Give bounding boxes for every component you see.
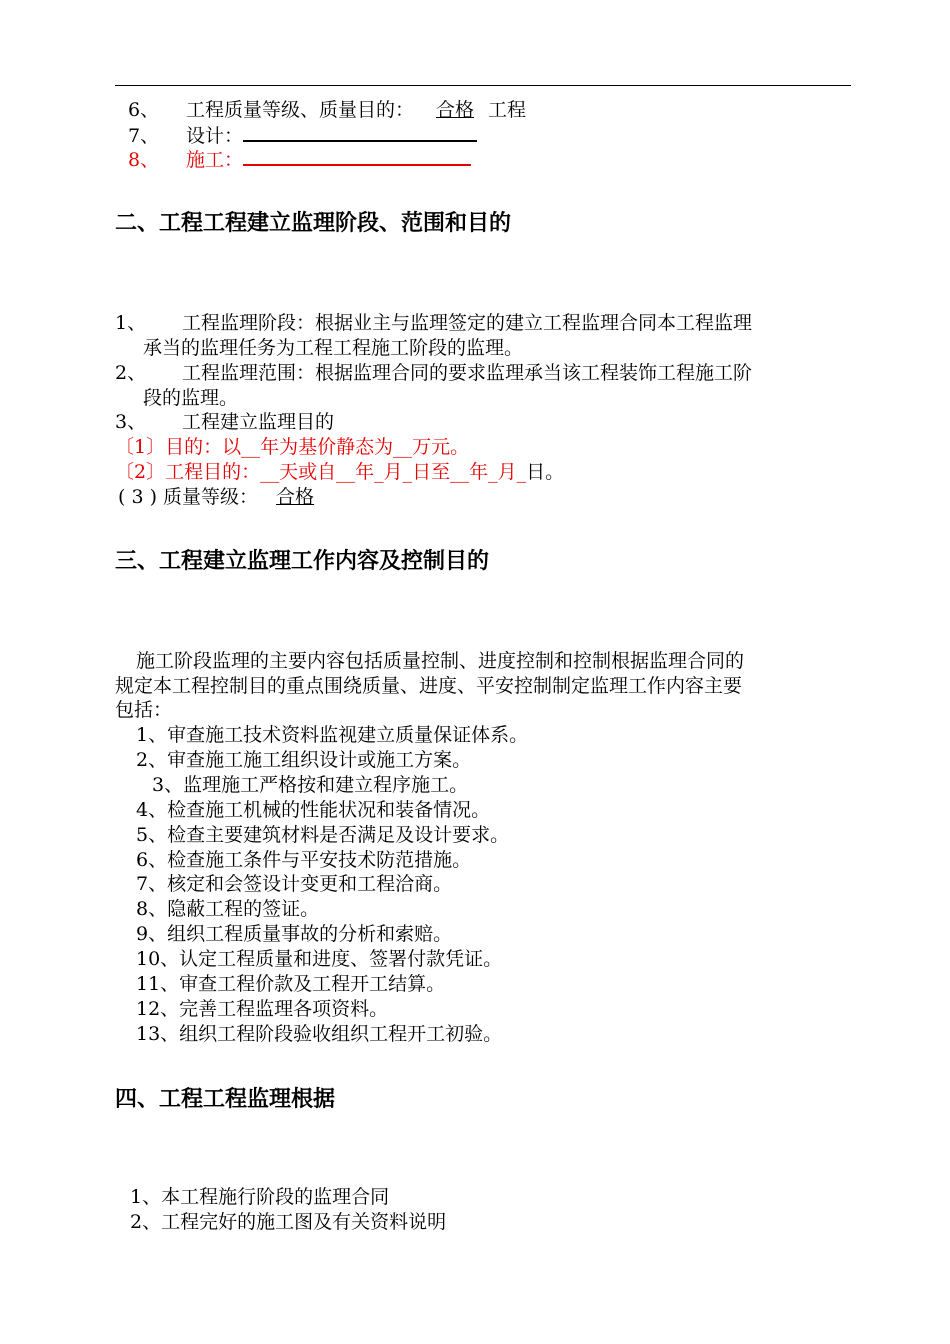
section-2-item-2-line-2: 段的监理。 (143, 387, 239, 409)
item-6-label: 工程质量等级、质量目的： (186, 99, 415, 121)
list-item: 4、检查施工机械的性能状况和装备情况。 (136, 799, 491, 821)
objective-cost: 〔1〕目的：以__年为基价静态为__万元。 (115, 436, 470, 458)
list-item: 6、检查施工条件与平安技术防范措施。 (136, 849, 472, 871)
list-item: 1、本工程施行阶段的监理合同 (130, 1186, 390, 1208)
design-blank (243, 122, 477, 142)
section-3-paragraph-line-3: 包括： (115, 699, 173, 721)
section-2-item-3-number: 3、 (115, 411, 147, 433)
item-8 (128, 146, 471, 172)
list-item: 12、完善工程监理各项资料。 (136, 998, 389, 1020)
section-2-heading: 二、工程工程建立监理阶段、范围和目的 (115, 211, 512, 236)
item-7-label: 设计： (186, 125, 244, 147)
list-item: 3、监理施工严格按和建立程序施工。 (152, 774, 469, 796)
list-item: 1、审查施工技术资料监视建立质量保证体系。 (136, 724, 529, 746)
section-2-item-1-line-1 (115, 311, 752, 335)
list-item: 2、审查施工施工组织设计或施工方案。 (136, 749, 472, 771)
item-7-number: 7、 (128, 125, 160, 147)
section-2-item-1-line-2: 承当的监理任务为工程工程施工阶段的监理。 (143, 337, 524, 359)
header-rule (115, 85, 851, 86)
objective-schedule (115, 460, 564, 484)
objective-schedule-text: 〔2〕工程目的：__天或自__年_月_日至__年_月_ (115, 461, 527, 483)
section-3-heading: 三、工程建立监理工作内容及控制目的 (115, 549, 490, 574)
list-item: 8、隐蔽工程的签证。 (136, 898, 320, 920)
section-4-heading: 四、工程工程监理根据 (115, 1087, 336, 1112)
section-3-paragraph-line-2: 规定本工程控制目的重点围绕质量、进度、平安控制制定监理工作内容主要 (115, 675, 743, 697)
list-item: 9、组织工程质量事故的分析和索赔。 (136, 923, 453, 945)
section-2-item-2-number: 2、 (115, 362, 147, 384)
section-2-item-2-line-1 (115, 361, 752, 385)
objective-quality (118, 485, 336, 509)
list-item: 2、工程完好的施工图及有关资料说明 (130, 1211, 447, 1233)
objective-quality-value: 合格 (276, 486, 315, 508)
item-8-label: 施工： (186, 149, 244, 171)
section-3-paragraph-line-1: 施工阶段监理的主要内容包括质量控制、进度控制和控制根据监理合同的 (136, 650, 745, 672)
list-item: 5、检查主要建筑材料是否满足及设计要求。 (136, 824, 510, 846)
objective-schedule-suffix: 日。 (526, 461, 565, 483)
section-2-item-2-text: 工程监理范围：根据监理合同的要求监理承当该工程装饰工程施工阶 (182, 362, 753, 384)
section-2-item-1-number: 1、 (115, 312, 147, 334)
list-item: 7、核定和会签设计变更和工程洽商。 (136, 873, 453, 895)
quality-grade-value: 合格 (436, 99, 475, 121)
item-8-number: 8、 (128, 149, 160, 171)
item-6 (128, 98, 526, 122)
objective-quality-label: ( 3 ) 质量等级： (118, 486, 259, 508)
list-item: 13、组织工程阶段验收组织工程开工初验。 (136, 1023, 503, 1045)
item-6-suffix: 工程 (488, 99, 527, 121)
section-2-item-3 (115, 410, 334, 434)
item-7 (128, 122, 477, 148)
construction-blank (243, 146, 471, 166)
list-item: 11、审查工程价款及工程开工结算。 (136, 973, 446, 995)
section-2-item-1-text: 工程监理阶段：根据业主与监理签定的建立工程监理合同本工程监理 (182, 312, 753, 334)
item-6-number: 6、 (128, 99, 160, 121)
list-item: 10、认定工程质量和进度、签署付款凭证。 (136, 948, 503, 970)
section-2-item-3-text: 工程建立监理目的 (182, 411, 335, 433)
